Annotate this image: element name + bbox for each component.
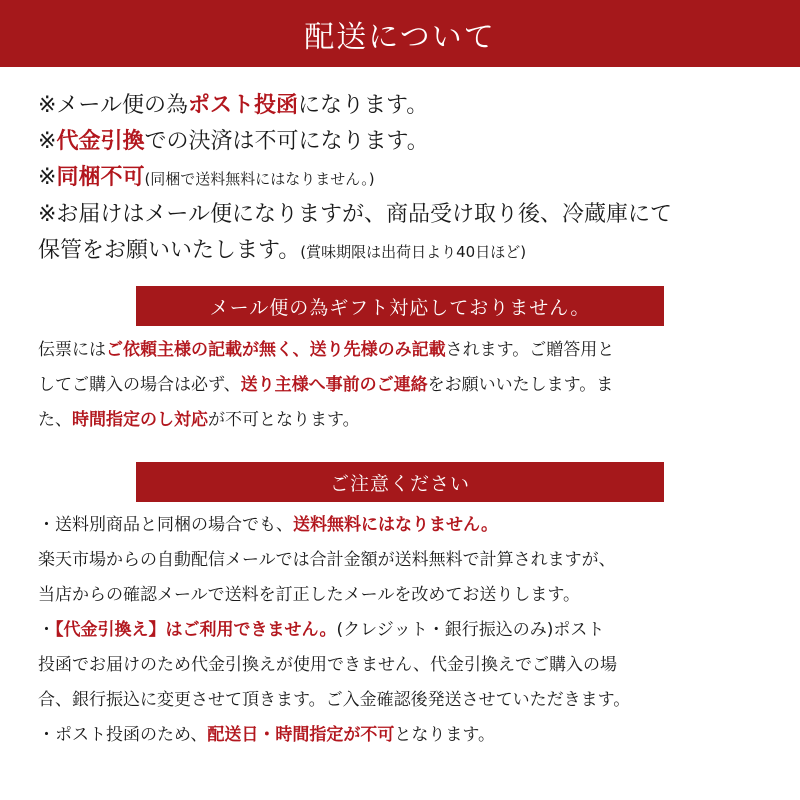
highlight-text: 同梱不可 <box>56 165 145 190</box>
highlight-text: 送り主様へ事前のご連絡 <box>240 375 428 395</box>
paragraph-line <box>38 543 768 578</box>
highlight-text: 代金引換 <box>56 129 145 154</box>
highlight-text: 【代金引換え】はご利用できません。 <box>55 620 337 640</box>
gift-paragraph <box>38 333 768 438</box>
body-text: 合、銀行振込に変更させて頂きます。ご入金確認後発送させていただきます。 <box>38 690 631 710</box>
body-text: 伝票には <box>38 340 106 360</box>
body-text: となります。 <box>394 725 495 745</box>
body-text: が不可となります。 <box>208 410 360 430</box>
highlight-text: 送料無料にはなりません。 <box>293 515 499 535</box>
body-text: してご購入の場合は必ず、 <box>38 375 241 395</box>
body-text: での決済は不可になります。 <box>144 129 429 154</box>
body-text: になります。 <box>298 93 429 118</box>
paragraph-line <box>38 578 768 613</box>
note-line <box>38 233 773 270</box>
highlight-text: 時間指定のし対応 <box>72 410 208 430</box>
paragraph-line <box>38 403 768 438</box>
paragraph-line <box>38 508 768 543</box>
page-title: 配送について <box>304 19 496 55</box>
highlight-text: 配送日・時間指定が不可 <box>207 725 395 745</box>
note-line <box>38 124 773 160</box>
paragraph-line <box>38 613 768 648</box>
small-note-text: (賞味期限は出荷日より40日ほど) <box>300 243 527 261</box>
paragraph-line <box>38 718 768 753</box>
paragraph-line <box>38 333 768 368</box>
body-text: ・ポスト投函のため、 <box>38 725 208 745</box>
highlight-text: ポスト投函 <box>188 93 299 118</box>
note-line <box>38 160 773 197</box>
notes-list <box>38 88 773 270</box>
body-text: ・ <box>38 620 55 640</box>
highlight-text: ご依頼主様の記載が無く、送り先様のみ記載 <box>106 340 446 360</box>
body-text: ※ <box>38 129 57 154</box>
header-bar <box>0 0 800 67</box>
body-text: をお願いいたします。ま <box>427 375 614 395</box>
body-text: 当店からの確認メールで送料を訂正したメールを改めてお送りします。 <box>38 585 580 605</box>
body-text: (クレジット・銀行振込のみ)ポスト <box>336 620 605 640</box>
paragraph-line <box>38 648 768 683</box>
body-text: 保管をお願いいたします。 <box>38 238 301 263</box>
paragraph-line <box>38 683 768 718</box>
body-text: た、 <box>38 410 72 430</box>
paragraph-line <box>38 368 768 403</box>
body-text: ※メール便の為 <box>38 93 188 118</box>
section-banner-gift <box>136 286 664 326</box>
small-note-text: (同梱で送料無料にはなりません。) <box>144 170 375 188</box>
body-text: 投函でお届けのため代金引換えが使用できません、代金引換えでご購入の場 <box>38 655 618 675</box>
body-text: ・送料別商品と同梱の場合でも、 <box>38 515 293 535</box>
section-title-caution: ご注意ください <box>329 472 470 495</box>
body-text: ※お届けはメール便になりますが、商品受け取り後、冷蔵庫にて <box>38 202 672 227</box>
section-title-gift: メール便の為ギフト対応しておりません。 <box>209 296 591 319</box>
body-text: 楽天市場からの自動配信メールでは合計金額が送料無料で計算されますが、 <box>38 550 616 570</box>
caution-paragraph <box>38 508 768 753</box>
section-banner-caution <box>136 462 664 502</box>
note-line <box>38 88 773 124</box>
body-text: ※ <box>38 165 57 190</box>
body-text: されます。ご贈答用と <box>445 340 615 360</box>
note-line <box>38 197 773 233</box>
